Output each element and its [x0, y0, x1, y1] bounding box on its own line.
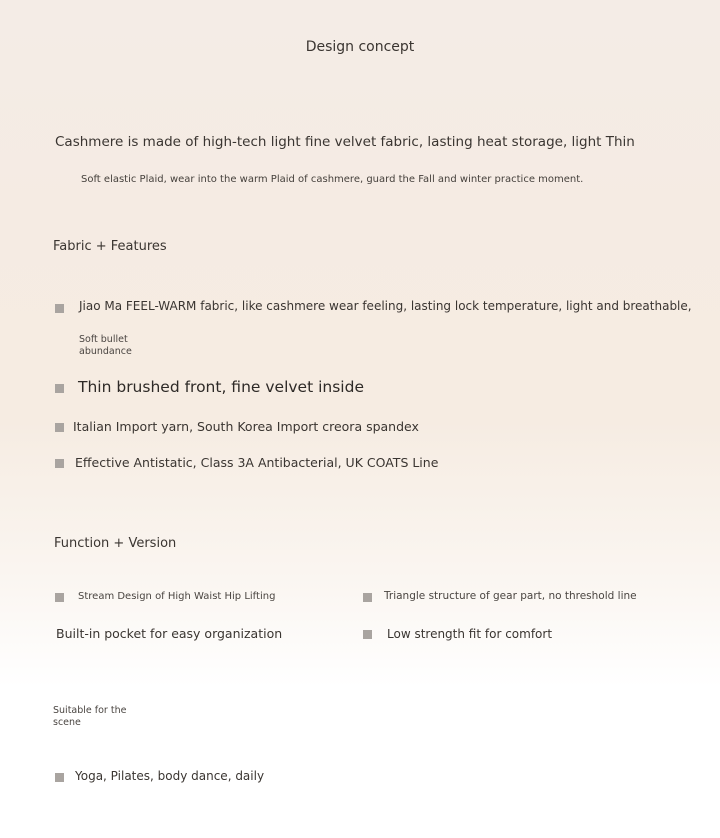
bullet-icon — [55, 459, 64, 468]
fabric-note — [79, 334, 132, 358]
function-item: Low strength fit for comfort — [387, 627, 553, 641]
scene-item: Yoga, Pilates, body dance, daily — [75, 769, 265, 783]
fabric-item: Italian Import yarn, South Korea Import creora spandex — [73, 419, 419, 434]
fabric-heading: Fabric + Features — [53, 239, 167, 254]
fabric-note-line1: Soft bullet — [79, 334, 128, 345]
function-item: Built-in pocket for easy organization — [56, 626, 283, 641]
function-item: Triangle structure of gear part, no threshold line — [384, 590, 637, 602]
fabric-item: Jiao Ma FEEL-WARM fabric, like cashmere wear feeling, lasting lock temperature, light and breathable, — [79, 299, 692, 313]
bullet-icon — [363, 630, 372, 639]
bullet-icon — [55, 593, 64, 602]
fabric-note-line2: abundance — [79, 346, 132, 357]
bullet-icon — [55, 384, 64, 393]
bullet-icon — [55, 304, 64, 313]
function-item: Stream Design of High Waist Hip Lifting — [78, 591, 276, 602]
intro-sub: Soft elastic Plaid, wear into the warm Plaid of cashmere, guard the Fall and winter practice moment. — [81, 174, 584, 185]
fabric-item: Effective Antistatic, Class 3A Antibacterial, UK COATS Line — [75, 455, 439, 470]
intro-lead: Cashmere is made of high-tech light fine velvet fabric, lasting heat storage, light Thin — [55, 134, 635, 150]
scene-heading-line2: scene — [53, 717, 81, 728]
function-heading: Function + Version — [54, 536, 177, 551]
bullet-icon — [363, 593, 372, 602]
fabric-item: Thin brushed front, fine velvet inside — [78, 378, 364, 396]
bullet-icon — [55, 773, 64, 782]
page-title: Design concept — [305, 39, 415, 55]
scene-heading-line1: Suitable for the — [53, 705, 127, 716]
scene-heading — [53, 705, 126, 729]
bullet-icon — [55, 423, 64, 432]
